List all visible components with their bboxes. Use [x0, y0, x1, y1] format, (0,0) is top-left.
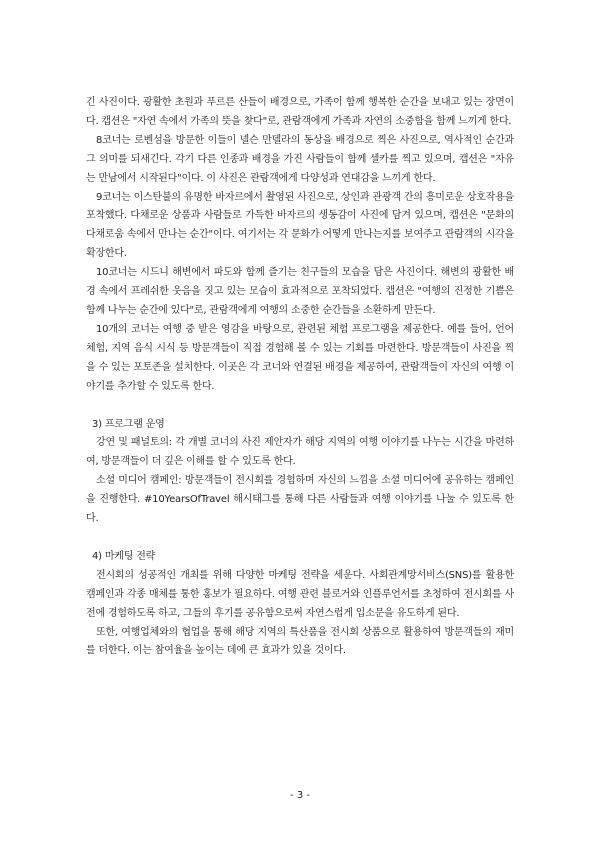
spacer [86, 397, 514, 416]
paragraph-experience-programs: 10개의 코너는 여행 중 받은 영감을 바탕으로, 관련된 체험 프로그램을 제공한다. 예를 들어, 언어 체험, 지역 음식 시식 등 방문객들이 직접 경험해 볼 수 있는 기회를 마련한다. 방문객들이 사진을 찍을 수 있는 포토존을 설치한다. 이곳은 각 코너와 연결된 배경을 제공하여, 관람객들이 자신의 여행 이야기를 추가할 수 있도록 한다. [86, 323, 514, 392]
paragraph-corner-10: 10코너는 시드니 해변에서 파도와 함께 즐기는 친구들의 모습을 담은 사진이다. 해변의 광활한 배경 속에서 프레쉬한 웃음을 짓고 있는 모습이 효과적으로 포착되었다. 캡션은 "여행의 진정한 기쁨은 함께 나누는 순간에 있다"로, 관람객에게 여행의 소중한 순간들을 소환하게 만든다. [86, 267, 514, 316]
paragraph-family-photo: 긴 사진이다. 광활한 초원과 푸르른 산들이 배경으로, 가족이 함께 행복한 순간을 보내고 있는 장면이다. 캡션은 "자연 속에서 가족의 뜻을 찾다"로, 관람객에게 가족과 자연의 소중함을 함께 느끼게 한다. [86, 97, 514, 127]
paragraph-lectures-panels: 강연 및 패널토의: 각 개별 코너의 사진 제안자가 해당 지역의 여행 이야기를 나누는 시간을 마련하여, 방문객들이 더 깊은 이해를 할 수 있도록 한다. [86, 437, 514, 468]
section-heading-program-operation: 3) 프로그램 운영 [92, 418, 165, 430]
paragraph-corner-9: 9코너는 이스탄불의 유명한 바자르에서 촬영된 사진으로, 상인과 관광객 간의 흥미로운 상호작용을 포착했다. 다채로운 상품과 사람들로 가득한 바자르의 생동감이 사진에 담겨 있으며, 캡션은 "문화의 다채로움 속에서 만나는 순간"이다. 여기서는 각 문화가 어떻게 만나는지를 보여주고 관람객의 시각을 확장한다. [86, 191, 515, 260]
spacer [86, 529, 514, 548]
section-heading-marketing-strategy: 4) 마케팅 전략 [92, 550, 156, 562]
paragraph-partnerships: 또한, 여행업체와의 협업을 통해 해당 지역의 특산품을 전시회 상품으로 활용하여 방문객들의 재미를 더한다. 이는 참여율을 높이는 데에 큰 효과가 있을 것이다. [86, 626, 514, 657]
paragraph-corner-8: 8코너는 로벤섬을 방문한 이들이 넬슨 만델라의 동상을 배경으로 찍은 사진으로, 역사적인 순간과 그 의미를 되새긴다. 각기 다른 인종과 배경을 가진 사람들이 함께 셀카를 찍고 있으며, 캡션은 "자유는 만남에서 시작된다"이다. 이 사진은 관람객에게 다양성과 연대감을 느끼게 한다. [86, 134, 514, 184]
paragraph-marketing-overview: 전시회의 성공적인 개최를 위해 다양한 마케팅 전략을 세운다. 사회관계망서비스(SNS)를 활용한 캠페인과 각종 매체를 통한 홍보가 필요하다. 여행 관련 블로거와 인플루언서를 초청하여 전시회를 사전에 경험하도록 하고, 그들의 후기를 공유함으로써 자연스럽게 입소문을 유도하게 된다. [86, 569, 514, 619]
page-number: - 3 - [290, 790, 310, 801]
paragraph-social-media-campaign: 소셜 미디어 캠페인: 방문객들이 전시회를 경험하며 자신의 느낌을 소셜 미디어에 공유하는 캠페인을 진행한다. #10YearsOfTravel 해시태그를 통해 다른 사람들과 여행 이야기를 나눌 수 있도록 한다. [86, 475, 514, 525]
document-body [86, 94, 514, 661]
